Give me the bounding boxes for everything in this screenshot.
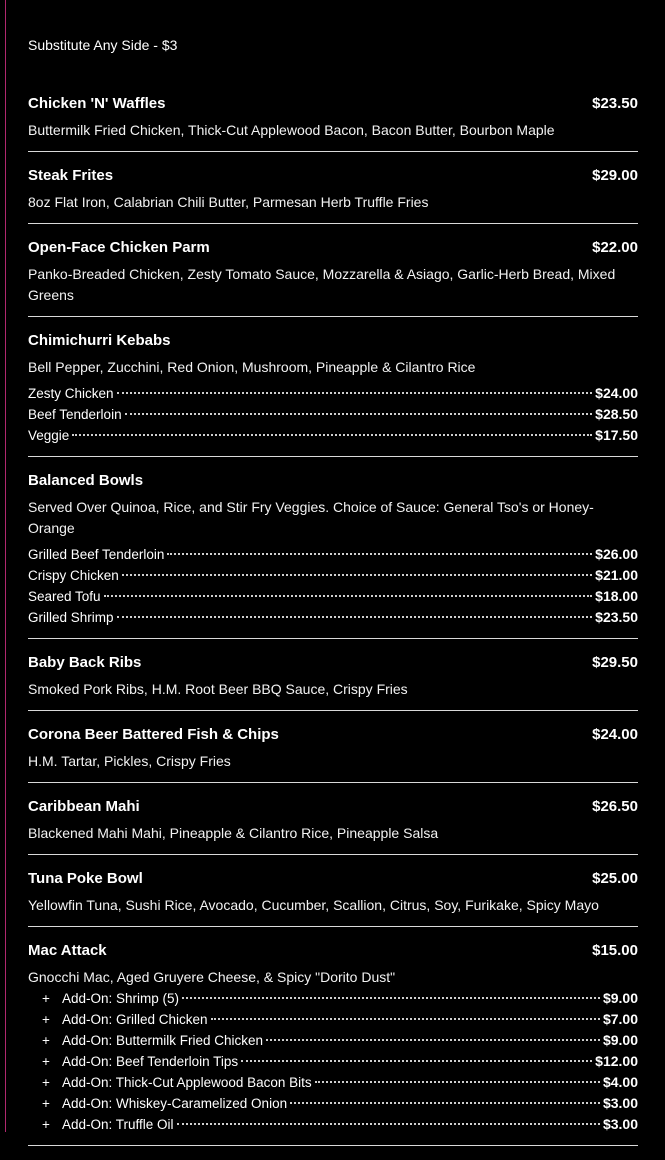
menu-item-price: $15.00 bbox=[592, 942, 638, 959]
addon-label: Add-On: Buttermilk Fried Chicken bbox=[62, 1033, 264, 1048]
menu-item-name: Mac Attack bbox=[28, 942, 107, 959]
option-label: Grilled Beef Tenderloin bbox=[28, 547, 165, 562]
option-price: $28.50 bbox=[595, 406, 638, 422]
plus-marker: + bbox=[42, 1075, 50, 1090]
menu-item bbox=[28, 166, 638, 224]
dot-leader bbox=[315, 1081, 600, 1083]
menu-item-name: Tuna Poke Bowl bbox=[28, 870, 143, 887]
plus-marker: + bbox=[42, 1117, 50, 1132]
option-list bbox=[28, 544, 638, 628]
menu-item-header bbox=[28, 653, 638, 673]
dot-leader bbox=[104, 595, 593, 597]
menu-item-header bbox=[28, 941, 638, 961]
option-price: $26.00 bbox=[595, 546, 638, 562]
menu-item-header bbox=[28, 166, 638, 186]
option-row bbox=[28, 565, 638, 586]
menu-item-name: Baby Back Ribs bbox=[28, 654, 142, 671]
addon-price: $3.00 bbox=[602, 1116, 638, 1132]
dot-leader bbox=[72, 434, 592, 436]
option-label: Grilled Shrimp bbox=[28, 610, 114, 625]
plus-marker: + bbox=[42, 1012, 50, 1027]
dot-leader bbox=[122, 574, 592, 576]
addon-label: Add-On: Truffle Oil bbox=[62, 1117, 174, 1132]
option-label: Veggie bbox=[28, 428, 70, 443]
plus-marker: + bbox=[42, 1054, 50, 1069]
menu-item-name: Chicken 'N' Waffles bbox=[28, 95, 166, 112]
menu-item-description: Gnocchi Mac, Aged Gruyere Cheese, & Spicy "Dorito Dust" bbox=[28, 969, 396, 985]
menu-items bbox=[28, 94, 638, 1146]
menu-item-description: Buttermilk Fried Chicken, Thick-Cut Applewood Bacon, Bacon Butter, Bourbon Maple bbox=[28, 122, 555, 138]
option-price: $23.50 bbox=[595, 609, 638, 625]
menu-item-price: $25.00 bbox=[592, 870, 638, 887]
option-price: $18.00 bbox=[595, 588, 638, 604]
dot-leader bbox=[177, 1123, 600, 1125]
option-row bbox=[28, 383, 638, 404]
addon-price: $4.00 bbox=[602, 1074, 638, 1090]
option-label: Crispy Chicken bbox=[28, 568, 119, 583]
menu-item-price: $29.50 bbox=[592, 654, 638, 671]
addon-label: Add-On: Beef Tenderloin Tips bbox=[62, 1054, 239, 1069]
option-label: Zesty Chicken bbox=[28, 386, 114, 401]
addon-price: $12.00 bbox=[595, 1053, 638, 1069]
addon-row bbox=[28, 988, 638, 1009]
menu-item-header bbox=[28, 471, 638, 491]
option-row bbox=[28, 607, 638, 628]
menu-item-description: 8oz Flat Iron, Calabrian Chili Butter, Parmesan Herb Truffle Fries bbox=[28, 194, 429, 210]
option-label: Seared Tofu bbox=[28, 589, 101, 604]
dot-leader bbox=[117, 616, 593, 618]
menu-item-header bbox=[28, 797, 638, 817]
menu-item-name: Steak Frites bbox=[28, 167, 114, 184]
plus-marker: + bbox=[42, 1033, 50, 1048]
dot-leader bbox=[211, 1018, 600, 1020]
dot-leader bbox=[290, 1102, 600, 1104]
menu-item-description: Blackened Mahi Mahi, Pineapple & Cilantro Rice, Pineapple Salsa bbox=[28, 825, 439, 841]
option-row bbox=[28, 425, 638, 446]
menu-item bbox=[28, 238, 638, 317]
menu-item-name: Open-Face Chicken Parm bbox=[28, 239, 210, 256]
menu bbox=[28, 37, 638, 1160]
option-row bbox=[28, 404, 638, 425]
addon-row bbox=[28, 1051, 638, 1072]
menu-item bbox=[28, 94, 638, 152]
addon-row bbox=[28, 1009, 638, 1030]
plus-marker: + bbox=[42, 1096, 50, 1111]
menu-item-price: $22.00 bbox=[592, 239, 638, 256]
menu-item-header bbox=[28, 238, 638, 258]
menu-item-description: Bell Pepper, Zucchini, Red Onion, Mushroom, Pineapple & Cilantro Rice bbox=[28, 359, 476, 375]
menu-item bbox=[28, 471, 638, 639]
menu-item-header bbox=[28, 331, 638, 351]
option-list bbox=[28, 383, 638, 446]
addon-label: Add-On: Thick-Cut Applewood Bacon Bits bbox=[62, 1075, 312, 1090]
menu-item-name: Corona Beer Battered Fish & Chips bbox=[28, 726, 279, 743]
addon-row bbox=[28, 1072, 638, 1093]
addon-price: $9.00 bbox=[602, 1032, 638, 1048]
menu-item-price: $24.00 bbox=[592, 726, 638, 743]
option-price: $17.50 bbox=[595, 427, 638, 443]
menu-item bbox=[28, 941, 638, 1146]
addon-row bbox=[28, 1030, 638, 1051]
menu-item-description: Smoked Pork Ribs, H.M. Root Beer BBQ Sauce, Crispy Fries bbox=[28, 681, 408, 697]
menu-item-price: $23.50 bbox=[592, 95, 638, 112]
addon-price: $3.00 bbox=[602, 1095, 638, 1111]
addon-price: $7.00 bbox=[602, 1011, 638, 1027]
menu-item-description: H.M. Tartar, Pickles, Crispy Fries bbox=[28, 753, 231, 769]
addon-label: Add-On: Grilled Chicken bbox=[62, 1012, 208, 1027]
menu-item-description: Served Over Quinoa, Rice, and Stir Fry Veggies. Choice of Sauce: General Tso's or Honey-Orange bbox=[28, 499, 594, 536]
menu-item bbox=[28, 725, 638, 783]
plus-marker: + bbox=[42, 991, 50, 1006]
dot-leader bbox=[125, 413, 593, 415]
menu-item-header bbox=[28, 869, 638, 889]
dot-leader bbox=[241, 1060, 592, 1062]
menu-item-header bbox=[28, 725, 638, 745]
dot-leader bbox=[117, 392, 593, 394]
option-row bbox=[28, 586, 638, 607]
menu-item bbox=[28, 653, 638, 711]
option-label: Beef Tenderloin bbox=[28, 407, 122, 422]
dot-leader bbox=[167, 553, 592, 555]
addon-label: Add-On: Shrimp (5) bbox=[62, 991, 180, 1006]
menu-item bbox=[28, 797, 638, 855]
menu-item-price: $29.00 bbox=[592, 167, 638, 184]
menu-item bbox=[28, 331, 638, 457]
substitute-note: Substitute Any Side - $3 bbox=[28, 37, 178, 53]
option-row bbox=[28, 544, 638, 565]
menu-item-price: $26.50 bbox=[592, 798, 638, 815]
menu-item bbox=[28, 869, 638, 927]
option-price: $24.00 bbox=[595, 385, 638, 401]
menu-item-description: Panko-Breaded Chicken, Zesty Tomato Sauce, Mozzarella & Asiago, Garlic-Herb Bread, Mixed Greens bbox=[28, 266, 616, 303]
option-price: $21.00 bbox=[595, 567, 638, 583]
menu-item-name: Balanced Bowls bbox=[28, 472, 144, 489]
menu-item-header bbox=[28, 94, 638, 114]
menu-item-name: Caribbean Mahi bbox=[28, 798, 140, 815]
accent-border bbox=[5, 0, 6, 1132]
menu-item-description: Yellowfin Tuna, Sushi Rice, Avocado, Cucumber, Scallion, Citrus, Soy, Furikake, Spicy Mayo bbox=[28, 897, 599, 913]
dot-leader bbox=[182, 997, 600, 999]
addon-list bbox=[28, 988, 638, 1135]
addon-price: $9.00 bbox=[602, 990, 638, 1006]
menu-item-name: Chimichurri Kebabs bbox=[28, 332, 171, 349]
addon-label: Add-On: Whiskey-Caramelized Onion bbox=[62, 1096, 288, 1111]
dot-leader bbox=[266, 1039, 600, 1041]
addon-row bbox=[28, 1093, 638, 1114]
